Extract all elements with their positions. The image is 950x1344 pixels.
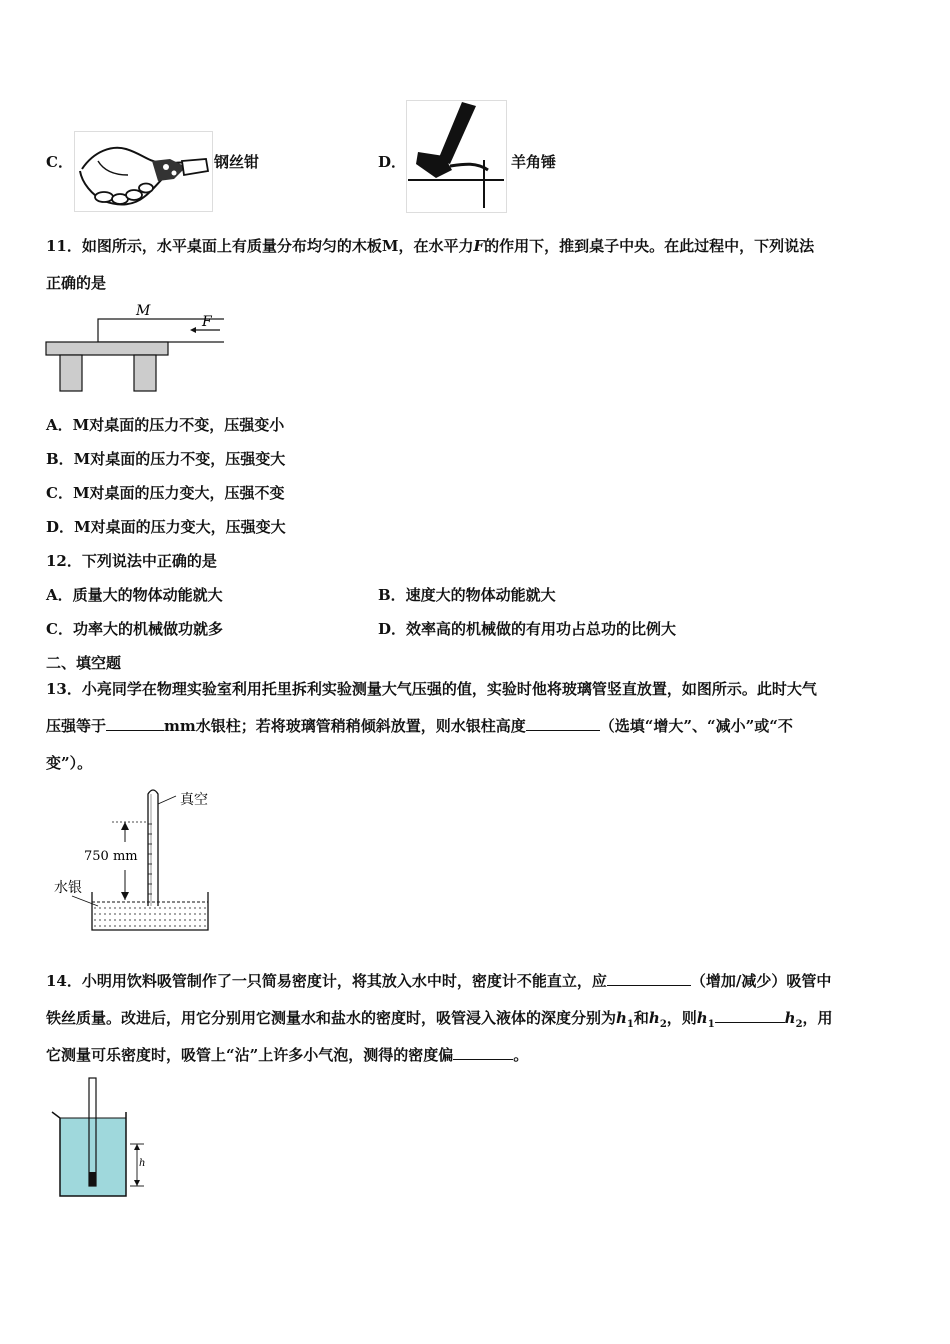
q14-line3-part2: 。 [513, 1046, 529, 1064]
q14-answer-blank-3[interactable] [453, 1045, 513, 1060]
board-on-table-figure [44, 300, 224, 394]
option-d-letter: D． [378, 153, 407, 171]
q11-option-c: C．M对桌面的压力变大，压强不变 [46, 484, 285, 502]
q13-answer-blank-1[interactable] [106, 716, 164, 731]
label-mercury: 水银 [54, 880, 82, 896]
figure-label-m: M [136, 303, 151, 319]
q12-option-d: D．效率高的机械做的有用功占总功的比例大 [378, 620, 677, 638]
q14-answer-blank-2[interactable] [715, 1008, 785, 1023]
q13-line2-part1: 压强等于 [46, 717, 107, 735]
h1-subscript: 1 [626, 1019, 634, 1030]
q12-stem: 12．下列说法中正确的是 [46, 552, 217, 570]
figure-label-f: F [202, 314, 212, 330]
q11-option-a: A．M对桌面的压力不变，压强变小 [46, 416, 285, 434]
q14-line1-part2: （增加/减少）吸管中 [690, 972, 832, 990]
q13-line2-part2: mm水银柱；若将玻璃管稍稍倾斜放置，则水银柱高度 [164, 717, 526, 735]
h2-subscript-2: 2 [795, 1019, 803, 1030]
q13-line3: 变”）。 [46, 754, 93, 772]
q11-option-d: D．M对桌面的压力变大，压强变大 [46, 518, 286, 536]
h2-subscript: 2 [659, 1019, 667, 1030]
q13-line2 [46, 716, 793, 736]
q14-line2-part3: ，则 [666, 1009, 697, 1027]
q14-line2-part4: ，用 [802, 1009, 833, 1027]
label-h: h [139, 1158, 146, 1169]
section-title: 二、填空题 [46, 654, 122, 672]
q14-line3-part1: 它测量可乐密度时，吸管上“沾”上许多小气泡，测得的密度偏 [46, 1046, 454, 1064]
q14-line2 [46, 1008, 833, 1035]
q12-option-a: A．质量大的物体动能就大 [46, 586, 223, 604]
torricelli-experiment-figure [50, 782, 220, 934]
q12-option-c: C．功率大的机械做功就多 [46, 620, 223, 638]
claw-hammer-illustration [406, 100, 508, 214]
q13-line1: 13．小亮同学在物理实验室利用托里拆利实验测量大气压强的值，实验时他将玻璃管竖直放置，如图所示。此时大气 [46, 680, 817, 698]
h1-subscript-2: 1 [707, 1019, 715, 1030]
q11-option-b: B．M对桌面的压力不变，压强变大 [46, 450, 286, 468]
q11-stem-part2: 的作用下，推到桌子中央。在此过程中，下列说法 [484, 237, 815, 255]
q11-force-symbol: F [473, 237, 485, 255]
q13-line2-part3: （选填“增大”、“减小”或“不 [599, 717, 793, 735]
pliers-illustration [74, 131, 214, 213]
option-c-caption: 钢丝钳 [214, 153, 260, 171]
option-c-letter: C． [46, 153, 73, 171]
q14-line3 [46, 1045, 528, 1065]
q11-stem-part1: 11．如图所示，水平桌面上有质量分布均匀的木板M，在水平力 [46, 237, 474, 255]
q14-line1 [46, 971, 831, 991]
q14-answer-blank-1[interactable] [607, 971, 691, 986]
h1-symbol: h [616, 1009, 627, 1027]
h2-symbol-2: h [784, 1009, 796, 1027]
label-vacuum: 真空 [180, 792, 208, 808]
q12-option-b: B．速度大的物体动能就大 [378, 586, 556, 604]
q14-line1-part1: 14．小明用饮料吸管制作了一只简易密度计，将其放入水中时，密度计不能直立，应 [46, 972, 607, 990]
h2-symbol: h [648, 1009, 660, 1027]
label-750mm: 750 mm [84, 849, 138, 864]
density-meter-beaker-figure [44, 1076, 164, 1204]
q11-stem-line2: 正确的是 [46, 274, 107, 292]
h1-symbol-2: h [696, 1009, 708, 1027]
q14-line2-part1: 铁丝质量。改进后，用它分别用它测量水和盐水的密度时，吸管浸入液体的深度分别为 [46, 1009, 617, 1027]
and-word: 和 [633, 1009, 649, 1027]
q13-answer-blank-2[interactable] [526, 716, 600, 731]
q11-stem-line1 [46, 236, 814, 256]
option-d-caption: 羊角锤 [511, 153, 557, 171]
